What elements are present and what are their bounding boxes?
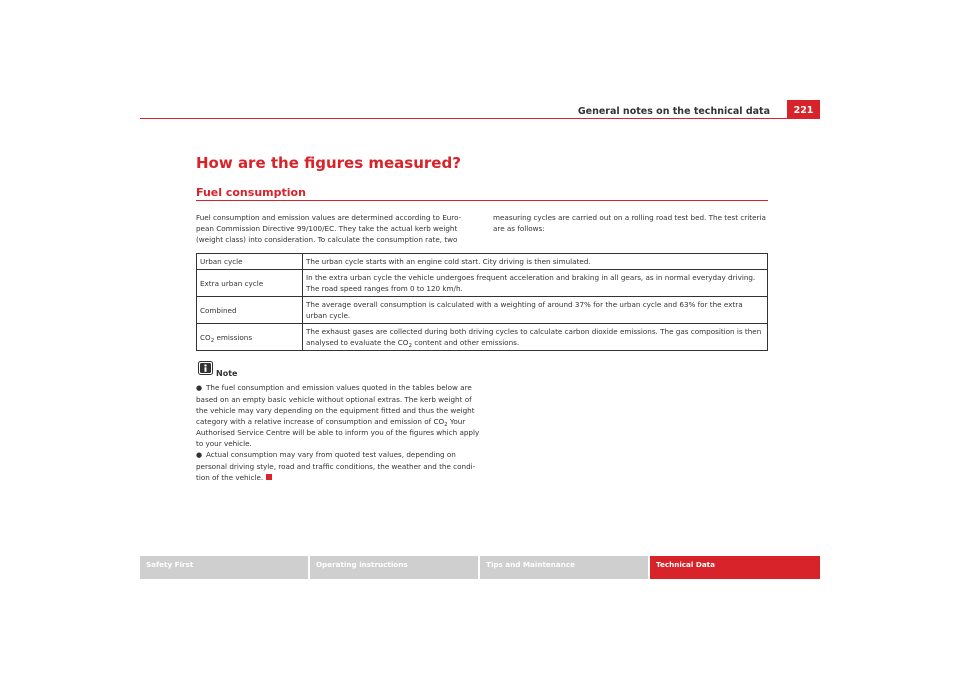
- table-cell-label: Extra urban cycle: [197, 270, 303, 297]
- subscript-2: 2: [210, 337, 215, 344]
- co2-text-suffix: content and other emissions.: [411, 338, 520, 347]
- table-cell-description: The average overall consumption is calculated with a weighting of around 37% for the urban cycle and 63% for the extra urban cycle.: [303, 297, 768, 324]
- table-cell-label: Urban cycle: [197, 254, 303, 270]
- table-cell-label: Combined: [197, 297, 303, 324]
- intro-paragraph-right: [493, 212, 773, 234]
- intro-paragraph-left: [196, 212, 476, 245]
- note-bullet-line: [196, 382, 476, 394]
- note-line: personal driving style, road and traffic conditions, the weather and the condi-: [196, 462, 476, 471]
- note-line: the vehicle may vary depending on the equipment fitted and thus the weight: [196, 406, 475, 415]
- section-heading: Fuel consumption: [196, 186, 306, 199]
- table-cell-description: The urban cycle starts with an engine cold start. City driving is then simulated.: [303, 254, 768, 270]
- footer-tab-technical-data[interactable]: [650, 556, 820, 579]
- footer-tab-label: Safety First: [146, 560, 194, 569]
- measuring-cycles-table: [196, 253, 768, 351]
- note-text: The fuel consumption and emission values quoted in the tables below are: [206, 383, 472, 392]
- footer-tab-label: Operating instructions: [316, 560, 408, 569]
- subscript-2: 2: [408, 343, 412, 349]
- table-cell-description: [303, 324, 768, 351]
- note-line: [196, 472, 476, 483]
- footer-tab-safety-first[interactable]: [140, 556, 308, 579]
- footer-tab-label: Tips and Maintenance: [486, 560, 576, 569]
- bullet-icon: ●: [196, 384, 203, 392]
- note-line: to your vehicle.: [196, 439, 252, 448]
- note-line: based on an empty basic vehicle without optional extras. The kerb weight of: [196, 395, 472, 404]
- footer-tab-operating-instructions[interactable]: [310, 556, 478, 579]
- co2-label-text: CO: [200, 332, 211, 342]
- intro-line: measuring cycles are carried out on a rolling road test bed. The test criteria: [493, 213, 766, 222]
- intro-line: pean Commission Directive 99/100/EC. They take the actual kerb weight: [196, 224, 458, 233]
- note-line: [196, 416, 476, 427]
- table-row: [197, 270, 768, 297]
- info-icon: [198, 361, 213, 375]
- table-row: [197, 324, 768, 351]
- main-heading: How are the figures measured?: [196, 154, 461, 172]
- bullet-icon: ●: [196, 451, 203, 459]
- section-divider: [196, 200, 768, 201]
- table-row: [197, 297, 768, 324]
- intro-line: are as follows:: [493, 224, 545, 233]
- note-text: tion of the vehicle.: [196, 473, 264, 482]
- co2-text: The exhaust gases are collected during both driving cycles to calculate carbon dioxide emissions. The gas composition is then analysed to evaluate the CO: [306, 327, 762, 347]
- intro-line: (weight class) into consideration. To calculate the consumption rate, two: [196, 235, 458, 244]
- subscript-2: 2: [444, 422, 448, 428]
- end-of-section-icon: [266, 474, 272, 480]
- intro-line: Fuel consumption and emission values are determined according to Euro-: [196, 213, 462, 222]
- table-cell-label: [197, 324, 303, 351]
- note-text: Your: [447, 417, 466, 426]
- note-text: Actual consumption may vary from quoted test values, depending on: [206, 450, 456, 459]
- note-body: [196, 382, 480, 483]
- table-cell-description: In the extra urban cycle the vehicle undergoes frequent acceleration and braking in all gears, as in normal everyday driving. The road speed ranges from 0 to 120 km/h.: [303, 270, 768, 297]
- running-header-title: General notes on the technical data: [577, 106, 770, 117]
- header-divider: [140, 118, 820, 119]
- note-label: Note: [216, 369, 238, 378]
- page-number: 221: [787, 100, 820, 119]
- note-bullet-line: [196, 449, 476, 461]
- footer-tab-label: Technical Data: [656, 560, 715, 569]
- table-row: [197, 254, 768, 270]
- note-line: Authorised Service Centre will be able to inform you of the figures which apply: [196, 428, 480, 437]
- co2-label-suffix: emissions: [214, 332, 253, 342]
- footer-tab-tips-and-maintenance[interactable]: [480, 556, 648, 579]
- note-text: category with a relative increase of consumption and emission of CO: [196, 417, 445, 426]
